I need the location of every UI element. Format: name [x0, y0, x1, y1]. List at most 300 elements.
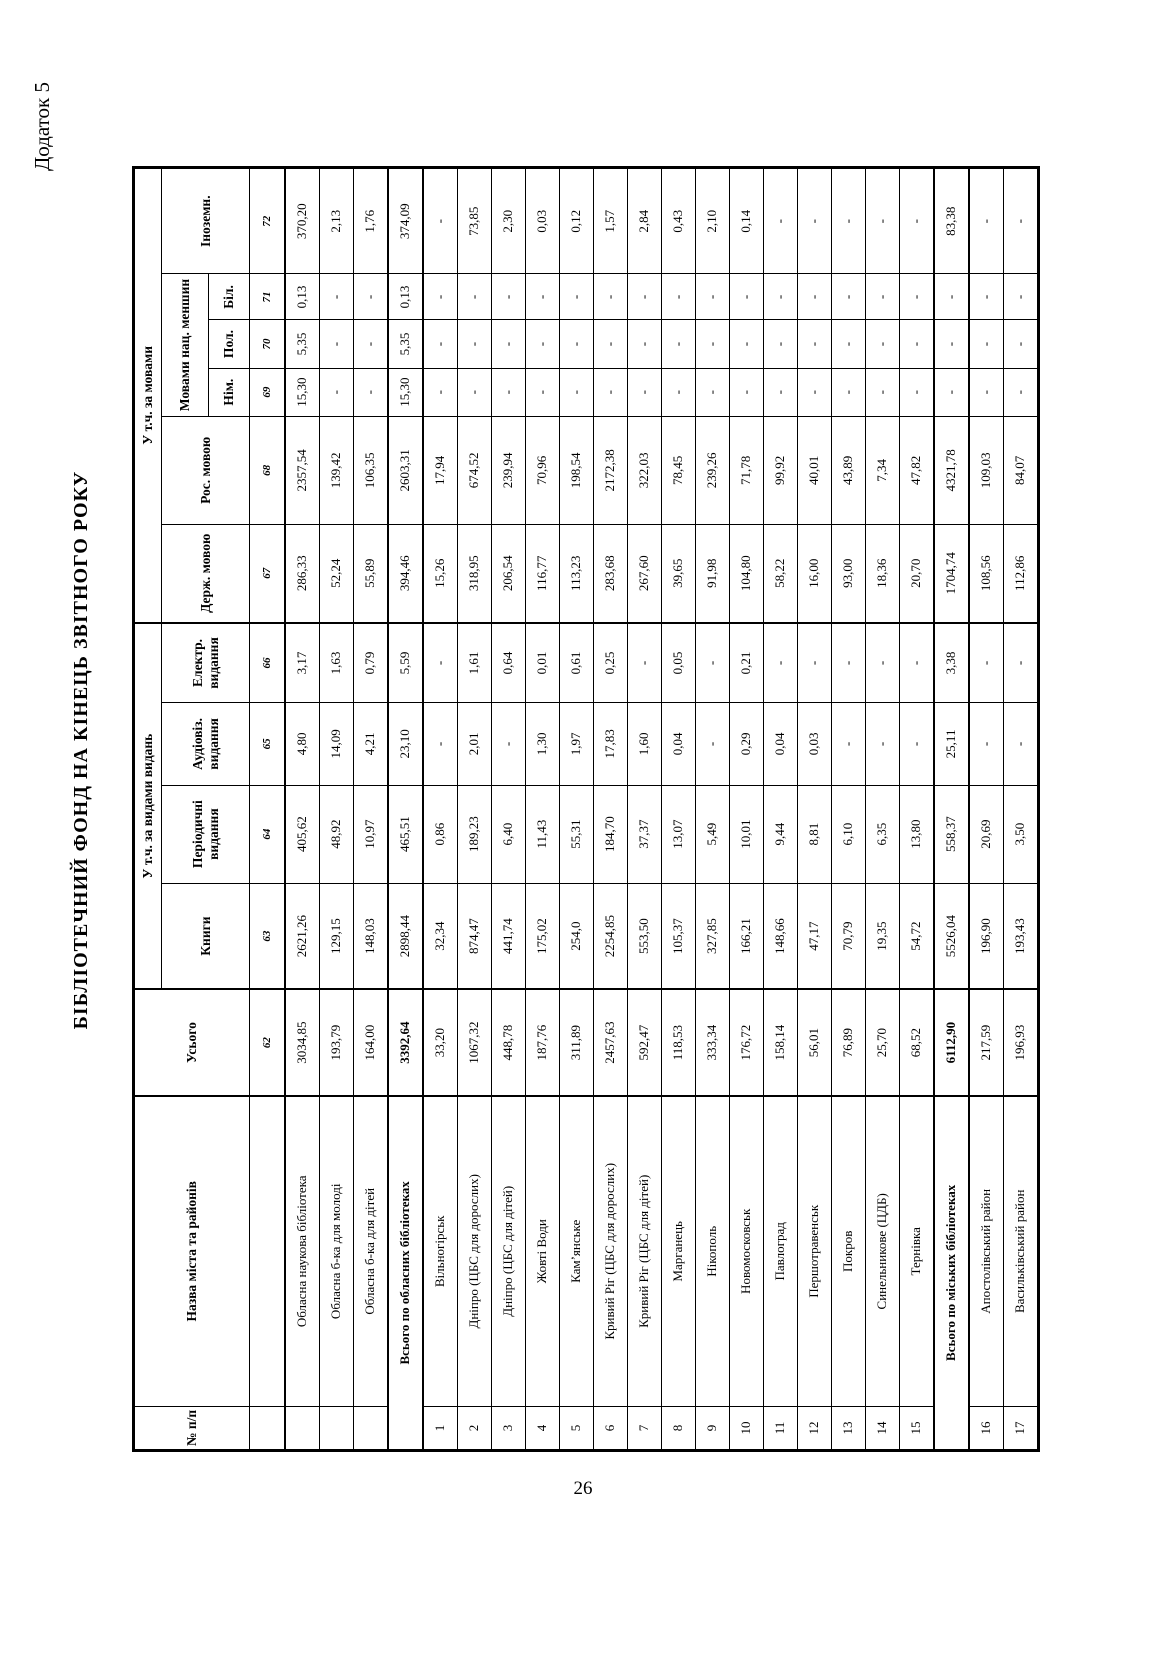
cell-value: 0,29 [730, 703, 764, 785]
cell-value: 68,52 [900, 989, 935, 1095]
cell-value: 164,00 [354, 989, 389, 1095]
cell-value: 113,23 [560, 524, 594, 622]
cell-value: - [354, 274, 389, 320]
row-name: Всього по обласних бібліотеках [388, 1096, 423, 1451]
cell-value: 10,97 [354, 785, 389, 883]
cell-value: - [900, 320, 935, 368]
cell-value: - [969, 623, 1004, 703]
row-number: 15 [900, 1406, 935, 1450]
cell-value: 39,65 [662, 524, 696, 622]
column-code: 70 [250, 320, 286, 368]
cell-value: - [832, 320, 866, 368]
cell-value: 3,50 [1004, 785, 1039, 883]
cell-value: 148,03 [354, 883, 389, 989]
row-number: 14 [866, 1406, 900, 1450]
cell-value: 2,13 [320, 168, 354, 274]
cell-value: 189,23 [458, 785, 492, 883]
cell-value: 15,30 [285, 368, 320, 416]
cell-value: 2,84 [628, 168, 662, 274]
header-no: № п/п [134, 1406, 250, 1450]
cell-value: 374,09 [388, 168, 423, 274]
cell-value: 1,63 [320, 623, 354, 703]
cell-value: 6112,90 [934, 989, 969, 1095]
header-russian-lang: Рос. мовою [162, 416, 250, 524]
cell-value: 2457,63 [594, 989, 628, 1095]
column-code: 67 [250, 524, 286, 622]
cell-value: - [320, 274, 354, 320]
cell-value: 99,92 [764, 416, 798, 524]
cell-value: - [866, 168, 900, 274]
table-row [900, 168, 935, 1451]
cell-value: 5,59 [388, 623, 423, 703]
cell-value: 1,60 [628, 703, 662, 785]
cell-value: 0,14 [730, 168, 764, 274]
cell-value: - [594, 320, 628, 368]
row-number: 11 [764, 1406, 798, 1450]
cell-value: 0,61 [560, 623, 594, 703]
table-row [798, 168, 832, 1451]
row-name: Новомосковськ [730, 1096, 764, 1407]
row-number [354, 1406, 389, 1450]
cell-value: - [492, 274, 526, 320]
cell-value: - [662, 320, 696, 368]
cell-value: 17,94 [423, 416, 458, 524]
cell-value: - [934, 274, 969, 320]
code-empty-no [250, 1406, 286, 1450]
cell-value: - [798, 368, 832, 416]
header-german: Нім. [209, 368, 250, 416]
cell-value: 73,85 [458, 168, 492, 274]
cell-value: - [798, 274, 832, 320]
cell-value: 0,12 [560, 168, 594, 274]
row-number: 6 [594, 1406, 628, 1450]
cell-value: 78,45 [662, 416, 696, 524]
cell-value: 11,43 [526, 785, 560, 883]
cell-value: - [628, 368, 662, 416]
total-row [388, 168, 423, 1451]
cell-value: 2,01 [458, 703, 492, 785]
cell-value: 116,77 [526, 524, 560, 622]
cell-value: 2172,38 [594, 416, 628, 524]
cell-value: 193,79 [320, 989, 354, 1095]
table-row [526, 168, 560, 1451]
column-code: 71 [250, 274, 286, 320]
cell-value: - [832, 274, 866, 320]
cell-value: 0,64 [492, 623, 526, 703]
cell-value: 184,70 [594, 785, 628, 883]
library-fund-table [132, 166, 1040, 1452]
cell-value: 18,36 [866, 524, 900, 622]
cell-value: - [1004, 274, 1039, 320]
cell-value: 0,01 [526, 623, 560, 703]
header-periodicals: Періодичні видання [162, 785, 250, 883]
header-audiovisual: Аудіовіз. видання [162, 703, 250, 785]
cell-value: - [560, 320, 594, 368]
column-code: 62 [250, 989, 286, 1095]
cell-value: - [320, 320, 354, 368]
cell-value: - [423, 623, 458, 703]
row-number: 8 [662, 1406, 696, 1450]
table-row [423, 168, 458, 1451]
cell-value: 0,79 [354, 623, 389, 703]
cell-value: 58,22 [764, 524, 798, 622]
cell-value: 0,04 [764, 703, 798, 785]
table-row [730, 168, 764, 1451]
column-code: 65 [250, 703, 286, 785]
cell-value: 15,26 [423, 524, 458, 622]
row-name: Тернівка [900, 1096, 935, 1407]
table-row [866, 168, 900, 1451]
cell-value: 4,21 [354, 703, 389, 785]
cell-value: - [354, 368, 389, 416]
cell-value: 129,15 [320, 883, 354, 989]
cell-value: 5,35 [388, 320, 423, 368]
cell-value: 20,69 [969, 785, 1004, 883]
table-body [285, 168, 1039, 1451]
cell-value: 176,72 [730, 989, 764, 1095]
row-name: Синельникове (ЦДБ) [866, 1096, 900, 1407]
cell-value: 2,30 [492, 168, 526, 274]
cell-value: - [594, 274, 628, 320]
cell-value: 105,37 [662, 883, 696, 989]
cell-value: - [866, 368, 900, 416]
table-row [285, 168, 320, 1451]
cell-value: 158,14 [764, 989, 798, 1095]
cell-value: 47,82 [900, 416, 935, 524]
cell-value: - [594, 368, 628, 416]
cell-value: 10,01 [730, 785, 764, 883]
cell-value: - [492, 320, 526, 368]
cell-value: 20,70 [900, 524, 935, 622]
cell-value: 6,35 [866, 785, 900, 883]
cell-value: 40,01 [798, 416, 832, 524]
cell-value: 1,97 [560, 703, 594, 785]
cell-value: - [730, 320, 764, 368]
cell-value: 84,07 [1004, 416, 1039, 524]
cell-value: 56,01 [798, 989, 832, 1095]
cell-value: - [1004, 703, 1039, 785]
cell-value: 5526,04 [934, 883, 969, 989]
cell-value: 3034,85 [285, 989, 320, 1095]
row-name: Покров [832, 1096, 866, 1407]
cell-value: 6,10 [832, 785, 866, 883]
cell-value: - [764, 274, 798, 320]
cell-value: 0,13 [388, 274, 423, 320]
cell-value: 106,35 [354, 416, 389, 524]
row-number: 2 [458, 1406, 492, 1450]
cell-value: - [832, 168, 866, 274]
row-name: Дніпро (ЦБС для дорослих) [458, 1096, 492, 1407]
cell-value: 32,34 [423, 883, 458, 989]
table-row [560, 168, 594, 1451]
cell-value: 1,76 [354, 168, 389, 274]
cell-value: - [934, 368, 969, 416]
cell-value: 2621,26 [285, 883, 320, 989]
cell-value: 333,34 [696, 989, 730, 1095]
cell-value: 55,89 [354, 524, 389, 622]
cell-value: 118,53 [662, 989, 696, 1095]
code-empty-name [250, 1096, 286, 1407]
cell-value: 37,37 [628, 785, 662, 883]
cell-value: 25,11 [934, 703, 969, 785]
table-row [458, 168, 492, 1451]
cell-value: - [423, 320, 458, 368]
cell-value: 19,35 [866, 883, 900, 989]
cell-value: 5,35 [285, 320, 320, 368]
cell-value: - [832, 368, 866, 416]
cell-value: 83,38 [934, 168, 969, 274]
cell-value: 70,79 [832, 883, 866, 989]
header-books: Книги [162, 883, 250, 989]
column-codes-row [250, 168, 286, 1451]
cell-value: 286,33 [285, 524, 320, 622]
row-name: Кам’янське [560, 1096, 594, 1407]
cell-value: 108,56 [969, 524, 1004, 622]
cell-value: 2357,54 [285, 416, 320, 524]
cell-value: 4,80 [285, 703, 320, 785]
cell-value: 441,74 [492, 883, 526, 989]
cell-value: 558,37 [934, 785, 969, 883]
cell-value: - [900, 623, 935, 703]
cell-value: - [423, 368, 458, 416]
cell-value: - [969, 368, 1004, 416]
table-row [662, 168, 696, 1451]
cell-value: 394,46 [388, 524, 423, 622]
cell-value: 3392,64 [388, 989, 423, 1095]
row-name: Васильківський район [1004, 1096, 1039, 1407]
cell-value: - [423, 274, 458, 320]
table-row [1004, 168, 1039, 1451]
cell-value: - [560, 368, 594, 416]
cell-value: 15,30 [388, 368, 423, 416]
cell-value: - [696, 368, 730, 416]
cell-value: 166,21 [730, 883, 764, 989]
cell-value: 17,83 [594, 703, 628, 785]
cell-value: 5,49 [696, 785, 730, 883]
table-header [134, 168, 286, 1451]
cell-value: 47,17 [798, 883, 832, 989]
cell-value: - [900, 274, 935, 320]
cell-value: 0,03 [798, 703, 832, 785]
cell-value: 874,47 [458, 883, 492, 989]
cell-value: - [900, 368, 935, 416]
header-minority-langs: Мовами нац. меншин [162, 274, 209, 416]
cell-value: 0,13 [285, 274, 320, 320]
cell-value: 0,04 [662, 703, 696, 785]
cell-value: 13,07 [662, 785, 696, 883]
cell-value: - [458, 368, 492, 416]
cell-value: - [696, 274, 730, 320]
cell-value: - [458, 320, 492, 368]
cell-value: - [798, 623, 832, 703]
row-name: Першотравенськ [798, 1096, 832, 1407]
cell-value: 33,20 [423, 989, 458, 1095]
cell-value: 76,89 [832, 989, 866, 1095]
cell-value: 327,85 [696, 883, 730, 989]
header-electronic: Електр. видання [162, 623, 250, 703]
header-total: Усього [134, 989, 250, 1095]
cell-value: 3,38 [934, 623, 969, 703]
cell-value: 9,44 [764, 785, 798, 883]
row-number: 5 [560, 1406, 594, 1450]
header-group-types: У т.ч. за видами видань [134, 623, 162, 990]
cell-value: - [560, 274, 594, 320]
cell-value: 14,09 [320, 703, 354, 785]
header-group-langs: У т.ч. за мовами [134, 168, 162, 623]
cell-value: 16,00 [798, 524, 832, 622]
cell-value: - [696, 703, 730, 785]
header-foreign: Іноземн. [162, 168, 250, 274]
cell-value: - [526, 368, 560, 416]
cell-value: 0,21 [730, 623, 764, 703]
cell-value: 104,80 [730, 524, 764, 622]
cell-value: - [832, 623, 866, 703]
cell-value: 187,76 [526, 989, 560, 1095]
cell-value: - [628, 320, 662, 368]
cell-value: - [730, 368, 764, 416]
cell-value: 23,10 [388, 703, 423, 785]
cell-value: 1,61 [458, 623, 492, 703]
header-belarusian: Біл. [209, 274, 250, 320]
cell-value: 2898,44 [388, 883, 423, 989]
cell-value: 91,98 [696, 524, 730, 622]
cell-value: 674,52 [458, 416, 492, 524]
cell-value: - [866, 623, 900, 703]
cell-value: 239,94 [492, 416, 526, 524]
rotated-landscape-layer [20, 30, 1100, 1470]
cell-value: 193,43 [1004, 883, 1039, 989]
cell-value: 25,70 [866, 989, 900, 1095]
column-code: 63 [250, 883, 286, 989]
header-polish: Пол. [209, 320, 250, 368]
cell-value: - [866, 703, 900, 785]
row-number: 10 [730, 1406, 764, 1450]
cell-value: 1704,74 [934, 524, 969, 622]
cell-value: 206,54 [492, 524, 526, 622]
cell-value: 4321,78 [934, 416, 969, 524]
cell-value: - [969, 703, 1004, 785]
column-code: 68 [250, 416, 286, 524]
table-row [832, 168, 866, 1451]
cell-value: - [1004, 623, 1039, 703]
cell-value: 48,92 [320, 785, 354, 883]
cell-value: - [526, 274, 560, 320]
cell-value: - [866, 274, 900, 320]
cell-value: - [458, 274, 492, 320]
cell-value: - [320, 368, 354, 416]
cell-value: 13,80 [900, 785, 935, 883]
cell-value: 592,47 [628, 989, 662, 1095]
cell-value: - [1004, 320, 1039, 368]
table-row [354, 168, 389, 1451]
table-row [492, 168, 526, 1451]
cell-value: 70,96 [526, 416, 560, 524]
cell-value: 283,68 [594, 524, 628, 622]
cell-value: - [1004, 368, 1039, 416]
cell-value: - [1004, 168, 1039, 274]
cell-value: 370,20 [285, 168, 320, 274]
cell-value: - [866, 320, 900, 368]
cell-value: 71,78 [730, 416, 764, 524]
row-name: Павлоград [764, 1096, 798, 1407]
cell-value: 322,03 [628, 416, 662, 524]
cell-value: 175,02 [526, 883, 560, 989]
table-row [320, 168, 354, 1451]
cell-value: - [423, 703, 458, 785]
cell-value: - [798, 320, 832, 368]
cell-value: 311,89 [560, 989, 594, 1095]
cell-value: 43,89 [832, 416, 866, 524]
cell-value: 0,05 [662, 623, 696, 703]
cell-value: 0,43 [662, 168, 696, 274]
cell-value: 8,81 [798, 785, 832, 883]
column-code: 72 [250, 168, 286, 274]
column-code: 66 [250, 623, 286, 703]
cell-value: 7,34 [866, 416, 900, 524]
row-name: Обласна б-ка для дітей [354, 1096, 389, 1407]
page-title: БІБЛІОТЕЧНИЙ ФОНД НА КІНЕЦЬ ЗВІТНОГО РОКУ [70, 470, 92, 1030]
row-name: Дніпро (ЦБС для дітей) [492, 1096, 526, 1407]
cell-value: 448,78 [492, 989, 526, 1095]
cell-value: 318,95 [458, 524, 492, 622]
row-name: Всього по міських бібліотеках [934, 1096, 969, 1451]
cell-value: 0,86 [423, 785, 458, 883]
cell-value: - [662, 274, 696, 320]
cell-value: - [662, 368, 696, 416]
row-name: Жовті Води [526, 1096, 560, 1407]
cell-value: 55,31 [560, 785, 594, 883]
cell-value: - [900, 168, 935, 274]
row-name: Марганець [662, 1096, 696, 1407]
cell-value: 239,26 [696, 416, 730, 524]
row-number: 13 [832, 1406, 866, 1450]
cell-value: 267,60 [628, 524, 662, 622]
cell-value: - [423, 168, 458, 274]
cell-value: - [764, 623, 798, 703]
cell-value: 196,90 [969, 883, 1004, 989]
cell-value: - [764, 168, 798, 274]
cell-value: - [969, 168, 1004, 274]
header-name: Назва міста та районів [134, 1096, 250, 1407]
cell-value: 93,00 [832, 524, 866, 622]
row-name: Обласна наукова бібліотека [285, 1096, 320, 1407]
cell-value: 112,86 [1004, 524, 1039, 622]
cell-value: - [492, 703, 526, 785]
column-code: 64 [250, 785, 286, 883]
row-name: Кривий Ріг (ЦБС для дітей) [628, 1096, 662, 1407]
total-row [934, 168, 969, 1451]
cell-value: 405,62 [285, 785, 320, 883]
cell-value: - [832, 703, 866, 785]
row-name: Апостолівський район [969, 1096, 1004, 1407]
cell-value: - [764, 368, 798, 416]
row-number [285, 1406, 320, 1450]
cell-value: - [798, 168, 832, 274]
cell-value: 198,54 [560, 416, 594, 524]
cell-value: 217,59 [969, 989, 1004, 1095]
cell-value: 196,93 [1004, 989, 1039, 1095]
cell-value: 148,66 [764, 883, 798, 989]
cell-value: 2,10 [696, 168, 730, 274]
cell-value: 1067,32 [458, 989, 492, 1095]
cell-value: 52,24 [320, 524, 354, 622]
row-name: Нікополь [696, 1096, 730, 1407]
cell-value: 0,03 [526, 168, 560, 274]
cell-value: - [354, 320, 389, 368]
cell-value: - [730, 274, 764, 320]
cell-value: - [696, 623, 730, 703]
cell-value: 2603,31 [388, 416, 423, 524]
